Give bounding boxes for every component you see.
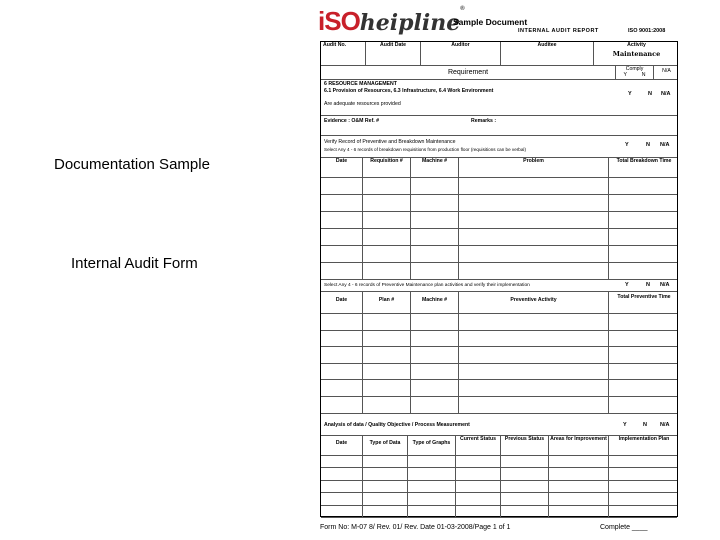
an-col-plan: Implementation Plan: [618, 436, 670, 442]
table-row: [321, 246, 677, 263]
table-cell: [408, 456, 456, 467]
table-cell: [609, 493, 679, 504]
table-cell: [459, 331, 609, 347]
logo-iso-text: iSO: [318, 6, 360, 36]
table-cell: [321, 263, 363, 279]
table-cell: [609, 380, 679, 396]
table-cell: [459, 397, 609, 413]
table-cell: [459, 380, 609, 396]
table-cell: [363, 331, 411, 347]
table-cell: [363, 195, 411, 211]
audit-table: [320, 41, 678, 517]
table-cell: [609, 364, 679, 380]
table-cell: [501, 468, 549, 479]
table-cell: [321, 397, 363, 413]
bd-col-total-time: Total Breakdown Time: [616, 158, 672, 164]
activity-header: [594, 42, 679, 65]
table-cell: [321, 347, 363, 363]
bd-y: Y: [625, 142, 629, 148]
table-cell: [321, 380, 363, 396]
table-cell: [363, 380, 411, 396]
table-cell: [363, 506, 408, 517]
table-cell: [459, 364, 609, 380]
bd-col-date: Date: [321, 158, 363, 177]
table-row: [321, 314, 677, 331]
table-cell: [363, 347, 411, 363]
table-row: [321, 481, 677, 493]
table-cell: [609, 314, 679, 330]
bd-col-machine: Machine #: [411, 158, 459, 177]
an-col-previous: Previous Status: [501, 436, 549, 455]
analysis-title-row: [321, 414, 677, 436]
table-cell: [459, 347, 609, 363]
table-cell: [549, 506, 609, 517]
table-cell: [408, 481, 456, 492]
audit-info-row: [321, 42, 677, 66]
table-row: [321, 506, 677, 518]
s6-y: Y: [628, 91, 632, 97]
comply-yn: [616, 73, 653, 79]
bd-na: N/A: [660, 142, 670, 148]
pm-na: N/A: [660, 282, 670, 288]
table-cell: [609, 178, 679, 194]
table-cell: [411, 246, 459, 262]
form-header: [318, 6, 718, 36]
analysis-header-row: [321, 436, 677, 456]
table-cell: [411, 331, 459, 347]
auditee-header: Auditee: [501, 42, 594, 65]
documentation-sample-title: Documentation Sample: [54, 156, 210, 173]
table-cell: [363, 456, 408, 467]
table-cell: [459, 178, 609, 194]
preventive-title-row: [321, 280, 677, 292]
comply-header: [616, 66, 654, 79]
table-cell: [609, 246, 679, 262]
table-cell: [321, 212, 363, 228]
table-cell: [459, 229, 609, 245]
an-col-date: Date: [321, 436, 363, 455]
table-cell: [456, 468, 501, 479]
table-row: [321, 364, 677, 381]
table-cell: [321, 246, 363, 262]
table-cell: [321, 331, 363, 347]
table-cell: [363, 246, 411, 262]
table-cell: [459, 314, 609, 330]
table-cell: [363, 263, 411, 279]
table-cell: [411, 347, 459, 363]
table-cell: [609, 212, 679, 228]
audit-no-header: Audit No.: [321, 42, 366, 65]
audit-date-header: Audit Date: [366, 42, 421, 65]
table-cell: [408, 493, 456, 504]
table-cell: [609, 195, 679, 211]
pm-col-machine: Machine #: [411, 292, 459, 313]
table-cell: [609, 331, 679, 347]
table-cell: [321, 468, 363, 479]
table-cell: [363, 178, 411, 194]
an-y: Y: [623, 422, 627, 428]
pm-col-activity: Preventive Activity: [459, 292, 609, 313]
table-row: [321, 347, 677, 364]
table-cell: [363, 229, 411, 245]
table-cell: [363, 397, 411, 413]
table-row: [321, 468, 677, 480]
table-cell: [549, 456, 609, 467]
sample-document-label: Sample Document: [453, 17, 528, 27]
table-cell: [549, 468, 609, 479]
table-cell: [456, 456, 501, 467]
table-cell: [609, 468, 679, 479]
table-cell: [321, 481, 363, 492]
table-cell: [321, 456, 363, 467]
resources-question: Are adequate resources provided: [324, 101, 401, 107]
breakdown-header-row: [321, 158, 677, 178]
table-cell: [321, 195, 363, 211]
breakdown-instruction: Select Any 4 - 6 records of breakdown requisitions from production floor (requisitions can be verbal): [324, 147, 526, 152]
breakdown-title-row: [321, 136, 677, 158]
table-cell: [411, 380, 459, 396]
table-cell: [408, 468, 456, 479]
section-6-row: [321, 80, 677, 116]
logo-registered-mark: ®: [460, 6, 464, 12]
logo-helpline-text: heipline: [359, 10, 461, 36]
table-cell: [609, 397, 679, 413]
comply-na: N/A: [662, 68, 671, 74]
remarks-label: Remarks :: [471, 118, 497, 124]
comply-n: N: [641, 71, 646, 78]
internal-audit-form-title: Internal Audit Form: [71, 255, 198, 272]
table-cell: [321, 364, 363, 380]
requirement-row: [321, 66, 677, 80]
table-row: [321, 380, 677, 397]
isohelpline-logo: [318, 6, 464, 37]
requirement-header: Requirement: [321, 66, 616, 79]
table-row: [321, 178, 677, 195]
pm-col-date: Date: [321, 292, 363, 313]
an-n: N: [643, 422, 647, 428]
preventive-header-row: [321, 292, 677, 314]
evidence-label: Evidence : O&M Ref. #: [324, 118, 380, 124]
table-row: [321, 493, 677, 505]
activity-value: Maintenance: [612, 49, 661, 58]
table-cell: [411, 212, 459, 228]
table-cell: [411, 397, 459, 413]
preventive-instruction: Select Any 4 - 6 records of Preventive Maintenance plan activities and verify their implementation: [324, 283, 530, 288]
table-cell: [411, 314, 459, 330]
report-title: INTERNAL AUDIT REPORT: [518, 28, 599, 34]
table-row: [321, 229, 677, 246]
form-number: Form No: M-07 8/ Rev. 01/ Rev. Date 01-03-2008/Page 1 of 1: [320, 524, 511, 531]
table-cell: [549, 493, 609, 504]
table-cell: [459, 212, 609, 228]
bd-col-problem: Problem: [459, 158, 609, 177]
activity-label: Activity: [627, 42, 646, 48]
table-cell: [501, 456, 549, 467]
an-col-type-data: Type of Data: [363, 436, 408, 455]
table-cell: [363, 314, 411, 330]
bd-col-requisition: Requisition #: [363, 158, 411, 177]
an-col-type-graphs: Type of Graphs: [408, 436, 456, 455]
table-cell: [609, 506, 679, 517]
table-cell: [363, 481, 408, 492]
table-row: [321, 456, 677, 468]
table-cell: [363, 364, 411, 380]
breakdown-title: Verify Record of Preventive and Breakdown Maintenance: [324, 139, 456, 145]
iso-standard-code: ISO 9001:2008: [628, 28, 666, 34]
table-row: [321, 195, 677, 212]
table-cell: [501, 506, 549, 517]
analysis-title: Analysis of data / Quality Objective / Process Measurement: [324, 422, 470, 428]
table-cell: [363, 212, 411, 228]
s6-n: N: [648, 91, 652, 97]
table-cell: [363, 468, 408, 479]
complete-field: Complete ____: [600, 524, 648, 531]
table-cell: [609, 229, 679, 245]
table-cell: [549, 481, 609, 492]
pm-col-total-time: Total Preventive Time: [617, 294, 671, 300]
comply-label: Comply: [625, 66, 644, 72]
table-cell: [609, 456, 679, 467]
table-cell: [609, 263, 679, 279]
section-6-heading: 6 RESOURCE MANAGEMENT: [324, 81, 397, 87]
an-col-areas: Areas for Improvement: [549, 436, 609, 455]
table-cell: [411, 263, 459, 279]
table-cell: [459, 195, 609, 211]
audit-form-sheet: [296, 0, 720, 540]
table-cell: [321, 506, 363, 517]
table-cell: [411, 178, 459, 194]
table-cell: [501, 481, 549, 492]
section-6-1: 6.1 Provision of Resources, 6.3 Infrastructure, 6.4 Work Environment: [324, 88, 494, 94]
table-cell: [609, 347, 679, 363]
table-cell: [363, 493, 408, 504]
table-cell: [459, 246, 609, 262]
an-na: N/A: [660, 422, 670, 428]
bd-n: N: [646, 142, 650, 148]
comply-y: Y: [623, 71, 627, 78]
table-row: [321, 331, 677, 348]
table-cell: [456, 481, 501, 492]
table-cell: [408, 506, 456, 517]
table-cell: [501, 493, 549, 504]
table-cell: [609, 481, 679, 492]
table-cell: [321, 229, 363, 245]
evidence-row: [321, 116, 677, 136]
table-cell: [411, 364, 459, 380]
auditor-header: Auditor: [421, 42, 501, 65]
table-cell: [459, 263, 609, 279]
pm-n: N: [646, 282, 650, 288]
table-cell: [411, 195, 459, 211]
table-cell: [321, 314, 363, 330]
table-cell: [456, 506, 501, 517]
pm-col-plan: Plan #: [363, 292, 411, 313]
table-cell: [456, 493, 501, 504]
table-row: [321, 212, 677, 229]
an-col-current: Current Status: [456, 436, 501, 455]
table-row: [321, 263, 677, 280]
pm-y: Y: [625, 282, 629, 288]
table-row: [321, 397, 677, 414]
s6-na: N/A: [661, 91, 671, 97]
table-cell: [321, 178, 363, 194]
table-cell: [321, 493, 363, 504]
table-cell: [411, 229, 459, 245]
